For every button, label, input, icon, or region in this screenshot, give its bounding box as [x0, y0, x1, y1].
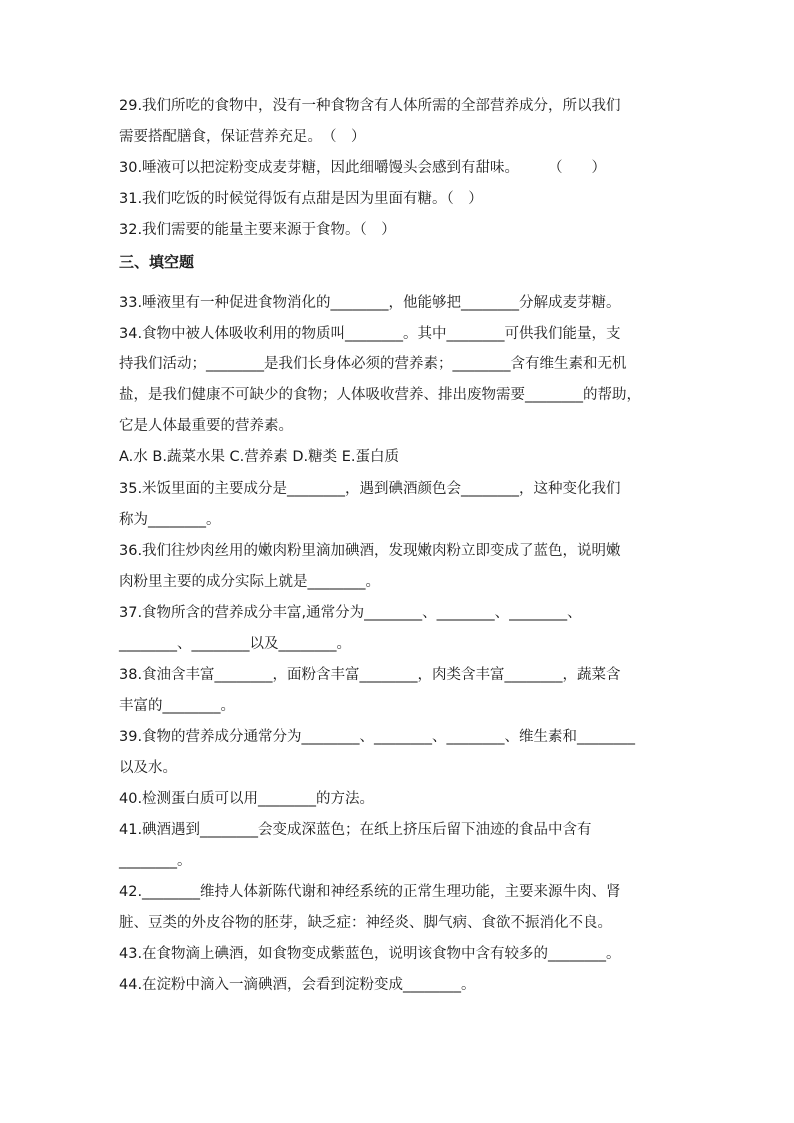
- q40-line: 40.检测蛋白质可以用________的方法。: [119, 791, 375, 807]
- q39-line-2: 以及水。: [119, 760, 177, 776]
- q36-line-1: 36.我们往炒肉丝用的嫩肉粉里滴加碘酒，发现嫩肉粉立即变成了蓝色，说明嫩: [119, 543, 621, 559]
- q32-line: 32.我们需要的能量主要来源于食物。（ ）: [119, 222, 396, 238]
- q34-line-3: 盐，是我们健康不可缺少的食物；人体吸收营养、排出废物需要________的帮助，: [119, 387, 641, 403]
- q41-line-2: ________。: [119, 853, 192, 869]
- q34-line-2: 持我们活动；________是我们长身体必须的营养素；________含有维生素和无机: [119, 356, 627, 372]
- q31-line: 31.我们吃饭的时候觉得饭有点甜是因为里面有糖。（ ）: [119, 191, 483, 207]
- section-heading: 三、填空题: [119, 253, 195, 271]
- q42-line-2: 脏、豆类的外皮谷物的胚芽，缺乏症：神经炎、脚气病、食欲不振消化不良。: [119, 915, 612, 931]
- q33-line: 33.唾液里有一种促进食物消化的________，他能够把________分解成麦芽糖。: [119, 295, 621, 311]
- q42-line-1: 42.________维持人体新陈代谢和神经系统的正常生理功能，主要来源牛肉、肾: [119, 884, 621, 900]
- q37-line-1: 37.食物所含的营养成分丰富,通常分为________、________、________、: [119, 605, 582, 621]
- q34-line-4: 它是人体最重要的营养素。: [119, 418, 293, 434]
- q29-line-1: 29.我们所吃的食物中，没有一种食物含有人体所需的全部营养成分，所以我们: [119, 98, 621, 114]
- q36-line-2: 肉粉里主要的成分实际上就是________。: [119, 574, 380, 590]
- q38-line-1: 38.食油含丰富________，面粉含丰富________，肉类含丰富________，蔬菜含: [119, 667, 621, 683]
- q41-line-1: 41.碘酒遇到________会变成深蓝色；在纸上挤压后留下油迹的食品中含有: [119, 822, 592, 838]
- q37-line-2: ________、________以及________。: [119, 636, 351, 652]
- q34-line-1: 34.食物中被人体吸收利用的物质叫________。其中________可供我们能量，支: [119, 326, 621, 342]
- q30-line: 30.唾液可以把淀粉变成麦芽糖，因此细嚼馒头会感到有甜味。 （ ）: [119, 160, 607, 176]
- q44-line: 44.在淀粉中滴入一滴碘酒，会看到淀粉变成________。: [119, 977, 476, 993]
- q29-line-2: 需要搭配膳食，保证营养充足。 （ ）: [119, 129, 366, 145]
- q39-line-1: 39.食物的营养成分通常分为________、________、________、维生素和________: [119, 729, 636, 745]
- q35-line-2: 称为________。: [119, 512, 221, 528]
- q35-line-1: 35.米饭里面的主要成分是________，遇到碘酒颜色会________，这种变化我们: [119, 481, 621, 497]
- q34-options: A.水 B.蔬菜水果 C.营养素 D.糖类 E.蛋白质: [119, 449, 400, 465]
- q38-line-2: 丰富的________。: [119, 698, 235, 714]
- q43-line: 43.在食物滴上碘酒，如食物变成紫蓝色，说明该食物中含有较多的________。: [119, 946, 621, 962]
